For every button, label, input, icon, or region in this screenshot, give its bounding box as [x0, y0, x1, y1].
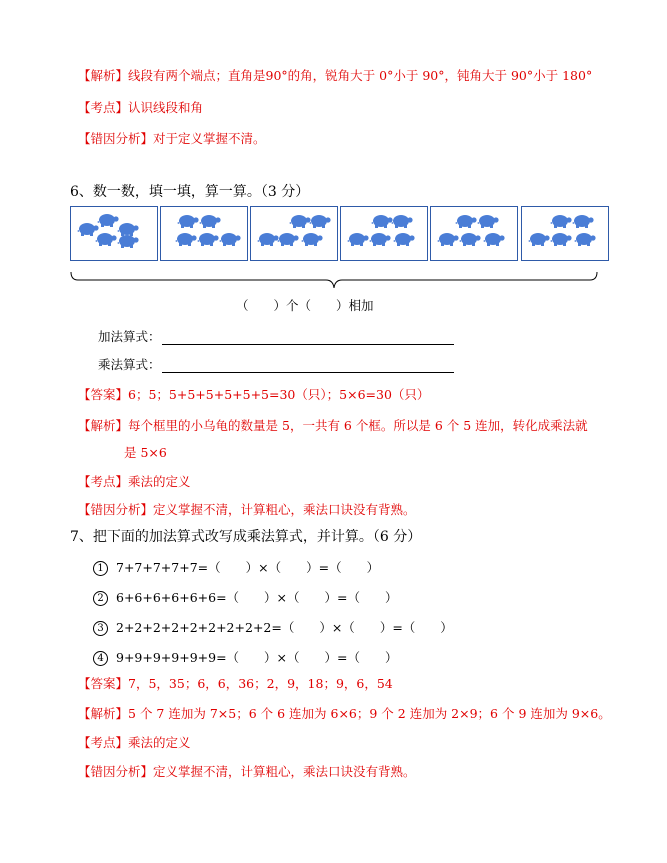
- turtle-icon: [572, 213, 594, 232]
- addition-label: 加法算式：: [98, 329, 161, 344]
- analysis-tag: 【解析】: [78, 68, 129, 83]
- error-text: 对于定义掌握不清。: [153, 131, 266, 146]
- turtle-icon: [455, 213, 477, 232]
- q7-item-4: [93, 648, 398, 666]
- turtle-icon: [347, 231, 369, 250]
- turtle-icon: [289, 213, 311, 232]
- q7-analysis: [78, 706, 611, 722]
- q5-point: [78, 100, 203, 116]
- analysis-text: 每个框里的小乌龟的数量是 5，一共有 6 个框。所以是 6 个 5 连加，转化成乘法就: [128, 418, 588, 433]
- turtle-icon: [97, 212, 119, 231]
- grouping-brace: [70, 270, 598, 292]
- error-text: 定义掌握不清，计算粗心，乘法口诀没有背熟。: [153, 502, 416, 517]
- turtle-icon: [369, 231, 391, 250]
- turtle-icon: [459, 231, 481, 250]
- analysis-text: 5 个 7 连加为 7×5；6 个 6 连加为 6×6；9 个 2 连加为 2×9；6 个 9 连加为 9×6。: [128, 706, 611, 721]
- turtle-icon: [391, 213, 413, 232]
- turtle-box: [250, 206, 338, 261]
- q6-error: [78, 502, 416, 518]
- turtle-icon: [95, 231, 117, 250]
- q5-error: [78, 131, 266, 147]
- turtle-icon: [219, 231, 241, 250]
- q7-title: 7、把下面的加法算式改写成乘法算式，并计算。（6 分）: [70, 529, 422, 545]
- answer-tag: 【答案】: [78, 676, 129, 691]
- analysis-tag: 【解析】: [78, 706, 129, 721]
- point-tag: 【考点】: [78, 735, 129, 750]
- turtle-icon: [257, 231, 279, 250]
- turtle-icon: [175, 231, 197, 250]
- q6-point: [78, 474, 191, 490]
- addition-answer-line[interactable]: [162, 344, 454, 345]
- item-equation: 7+7+7+7+7=（ ）×（ ）=（ ）: [116, 560, 380, 575]
- multiplication-answer-line[interactable]: [162, 372, 454, 373]
- item-number-badge: 1: [93, 561, 108, 576]
- item-number-badge: 3: [93, 621, 108, 636]
- q7-answer: [78, 676, 393, 692]
- item-equation: 2+2+2+2+2+2+2+2+2=（ ）×（ ）=（ ）: [116, 620, 453, 635]
- turtle-icon: [550, 231, 572, 250]
- turtle-icon: [117, 233, 139, 252]
- q6-analysis-cont: 是 5×6: [124, 445, 167, 460]
- q7-item-2: [93, 588, 398, 606]
- multiplication-label: 乘法算式：: [98, 357, 161, 372]
- turtle-icon: [301, 231, 323, 250]
- turtle-icon: [550, 213, 572, 232]
- point-text: 乘法的定义: [128, 474, 191, 489]
- turtle-box: [70, 206, 158, 261]
- point-tag: 【考点】: [78, 100, 129, 115]
- turtle-icon: [197, 231, 219, 250]
- answer-tag: 【答案】: [78, 387, 129, 402]
- q7-point: [78, 735, 191, 751]
- error-tag: 【错因分析】: [78, 764, 154, 779]
- turtle-icon: [177, 213, 199, 232]
- turtle-box: [340, 206, 428, 261]
- turtle-icon: [528, 231, 550, 250]
- q7-error: [78, 764, 416, 780]
- item-equation: 9+9+9+9+9+9=（ ）×（ ）=（ ）: [116, 650, 398, 665]
- error-tag: 【错因分析】: [78, 131, 154, 146]
- point-text: 乘法的定义: [128, 735, 191, 750]
- q7-item-3: [93, 618, 453, 636]
- q5-analysis: [78, 68, 592, 84]
- turtle-icon: [483, 231, 505, 250]
- answer-text: 6；5；5+5+5+5+5+5=30（只）；5×6=30（只）: [128, 387, 430, 402]
- q6-title: 6、数一数，填一填，算一算。（3 分）: [70, 184, 310, 200]
- q6-answer: [78, 387, 429, 403]
- q7-item-1: [93, 558, 379, 576]
- turtle-icon: [371, 213, 393, 232]
- analysis-tag: 【解析】: [78, 418, 129, 433]
- turtle-box: [430, 206, 518, 261]
- turtle-icon: [574, 231, 596, 250]
- turtle-icon: [437, 231, 459, 250]
- item-number-badge: 2: [93, 591, 108, 606]
- turtle-icon: [309, 213, 331, 232]
- error-tag: 【错因分析】: [78, 502, 154, 517]
- analysis-text: 线段有两个端点；直角是90°的角，锐角大于 0°小于 90°，钝角大于 90°小于 180°: [128, 68, 593, 83]
- turtle-box: [521, 206, 609, 261]
- turtle-icon: [277, 231, 299, 250]
- point-tag: 【考点】: [78, 474, 129, 489]
- turtle-icon: [199, 213, 221, 232]
- error-text: 定义掌握不清，计算粗心，乘法口诀没有背熟。: [153, 764, 416, 779]
- q6-analysis: [78, 418, 588, 434]
- point-text: 认识线段和角: [128, 100, 204, 115]
- brace-caption: （ ）个（ ）相加: [236, 298, 374, 313]
- item-equation: 6+6+6+6+6+6=（ ）×（ ）=（ ）: [116, 590, 398, 605]
- turtle-box: [160, 206, 248, 261]
- answer-text: 7，5，35；6，6，36；2，9，18；9，6，54: [128, 676, 393, 691]
- turtle-icon: [393, 231, 415, 250]
- item-number-badge: 4: [93, 651, 108, 666]
- turtle-icon: [477, 213, 499, 232]
